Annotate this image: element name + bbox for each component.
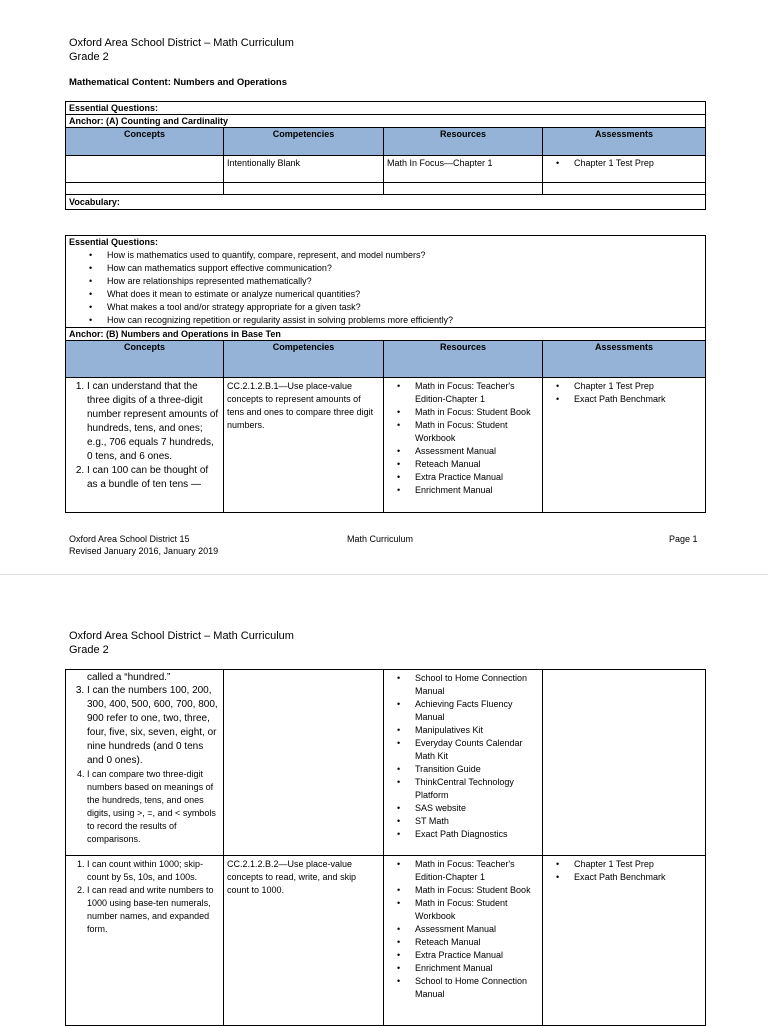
essential-questions-label: Essential Questions: [69,237,159,247]
list-item: 4. I can compare two three-digit numbers based on meanings of the hundreds, tens, and ones digits, using >, =, and < symbols to record the results of comparisons. [87,768,220,846]
footer-district: Oxford Area School District 15 [69,534,190,544]
list-item: • ST Math [415,815,539,828]
competency-cell: Intentionally Blank [224,156,384,183]
header-grade: Grade 2 [69,644,109,656]
list-item: 1. I can count within 1000; skip-count by 5s, 10s, and 100s. [87,858,220,884]
list-item: • Math in Focus: Teacher's Edition-Chapter 1 [415,858,539,884]
vocabulary-label: Vocabulary: [66,195,706,210]
assessments-cell [543,670,706,856]
counting-cardinality-table [65,101,706,210]
continued-text: called a “hundred.” [87,672,171,683]
list-item: • How can mathematics support effective communication? [107,262,702,275]
resources-cell [384,378,543,513]
list-item: • What makes a tool and/or strategy appropriate for a given task? [107,301,702,314]
list-item: • Enrichment Manual [415,484,539,497]
anchor-label: Anchor: (A) Counting and Cardinality [66,115,706,128]
concepts-cell [66,378,224,513]
competency-cell [224,670,384,856]
base-ten-table-continued [65,669,706,1026]
list-item: • Assessment Manual [415,923,539,936]
list-item: • ThinkCentral Technology Platform [415,776,539,802]
assessment-cell [543,156,706,183]
assessments-cell [543,378,706,513]
list-item: • How can recognizing repetition or regularity assist in solving problems more efficiently? [107,314,702,327]
competency-cell: CC.2.1.2.B.1—Use place-value concepts to represent amounts of tens and ones to compare three digit numbers. [224,378,384,513]
base-ten-table [65,235,706,513]
resources-cell [384,856,543,1026]
list-item: • Reteach Manual [415,458,539,471]
page2-header [69,629,294,657]
list-item: • Assessment Manual [415,445,539,458]
list-item: • Exact Path Benchmark [574,871,702,884]
col-resources: Resources [384,341,543,378]
list-item: • Math in Focus: Teacher's Edition-Chapter 1 [415,380,539,406]
list-item: • How is mathematics used to quantify, compare, represent, and model numbers? [107,249,702,262]
list-item: • Math in Focus: Student Book [415,406,539,419]
essential-questions-label: Essential Questions: [66,102,706,115]
footer-page-number: Page 1 [669,534,698,544]
page1-footer-left [69,533,218,557]
header-district: Oxford Area School District – Math Curriculum [69,37,294,49]
list-item: • Transition Guide [415,763,539,776]
list-item: • What does it mean to estimate or analyze numerical quantities? [107,288,702,301]
content-title: Mathematical Content: Numbers and Operations [69,77,288,88]
col-resources: Resources [384,128,543,156]
list-item: 3. I can the numbers 100, 200, 300, 400, 500, 600, 700, 800, 900 refer to one, two, three, four, five, six, seven, eight, or nine hundreds (and 0 tens and 0 ones). [87,684,220,768]
list-item: • Math in Focus: Student Workbook [415,419,539,445]
list-item: • Extra Practice Manual [415,471,539,484]
header-grade: Grade 2 [69,51,109,63]
list-item: • Exact Path Benchmark [574,393,702,406]
page1-header [69,36,294,64]
header-district: Oxford Area School District – Math Curriculum [69,630,294,642]
resource-cell: Math In Focus—Chapter 1 [384,156,543,183]
col-assessments: Assessments [543,128,706,156]
competency-cell: CC.2.1.2.B.2—Use place-value concepts to read, write, and skip count to 1000. [224,856,384,1026]
list-item: • Exact Path Diagnostics [415,828,539,841]
list-item: 2. I can read and write numbers to 1000 using base-ten numerals, number names, and expanded form. [87,884,220,936]
essential-questions-cell [66,236,706,328]
anchor-label: Anchor: (B) Numbers and Operations in Base Ten [66,328,706,341]
list-item: 1. I can understand that the three digits of a three-digit number represent amounts of hundreds, tens, and ones; e.g., 706 equals 7 hundreds, 0 tens, and 6 ones. [87,380,220,464]
list-item: • SAS website [415,802,539,815]
footer-revised: Revised January 2016, January 2019 [69,546,219,556]
col-competencies: Competencies [224,128,384,156]
col-concepts: Concepts [66,341,224,378]
footer-title: Math Curriculum [347,534,414,544]
list-item: • Chapter 1 Test Prep [574,858,702,871]
page-separator [0,574,768,575]
list-item: • Math in Focus: Student Book [415,884,539,897]
list-item: • Reteach Manual [415,936,539,949]
list-item: 2. I can 100 can be thought of as a bundle of ten tens — [87,464,220,492]
col-concepts: Concepts [66,128,224,156]
list-item: • Extra Practice Manual [415,949,539,962]
list-item: • Chapter 1 Test Prep [574,380,702,393]
list-item: • Achieving Facts Fluency Manual [415,698,539,724]
list-item: • Everyday Counts Calendar Math Kit [415,737,539,763]
list-item: • Manipulatives Kit [415,724,539,737]
assessments-cell [543,856,706,1026]
concepts-cell [66,856,224,1026]
list-item: • School to Home Connection Manual [415,975,539,1001]
list-item: • School to Home Connection Manual [415,672,539,698]
col-assessments: Assessments [543,341,706,378]
list-item: • How are relationships represented mathematically? [107,275,702,288]
col-competencies: Competencies [224,341,384,378]
concepts-cell [66,670,224,856]
list-item: • Enrichment Manual [415,962,539,975]
list-item: • Chapter 1 Test Prep [574,157,702,170]
concepts-cell [66,156,224,183]
list-item: • Math in Focus: Student Workbook [415,897,539,923]
resources-cell [384,670,543,856]
